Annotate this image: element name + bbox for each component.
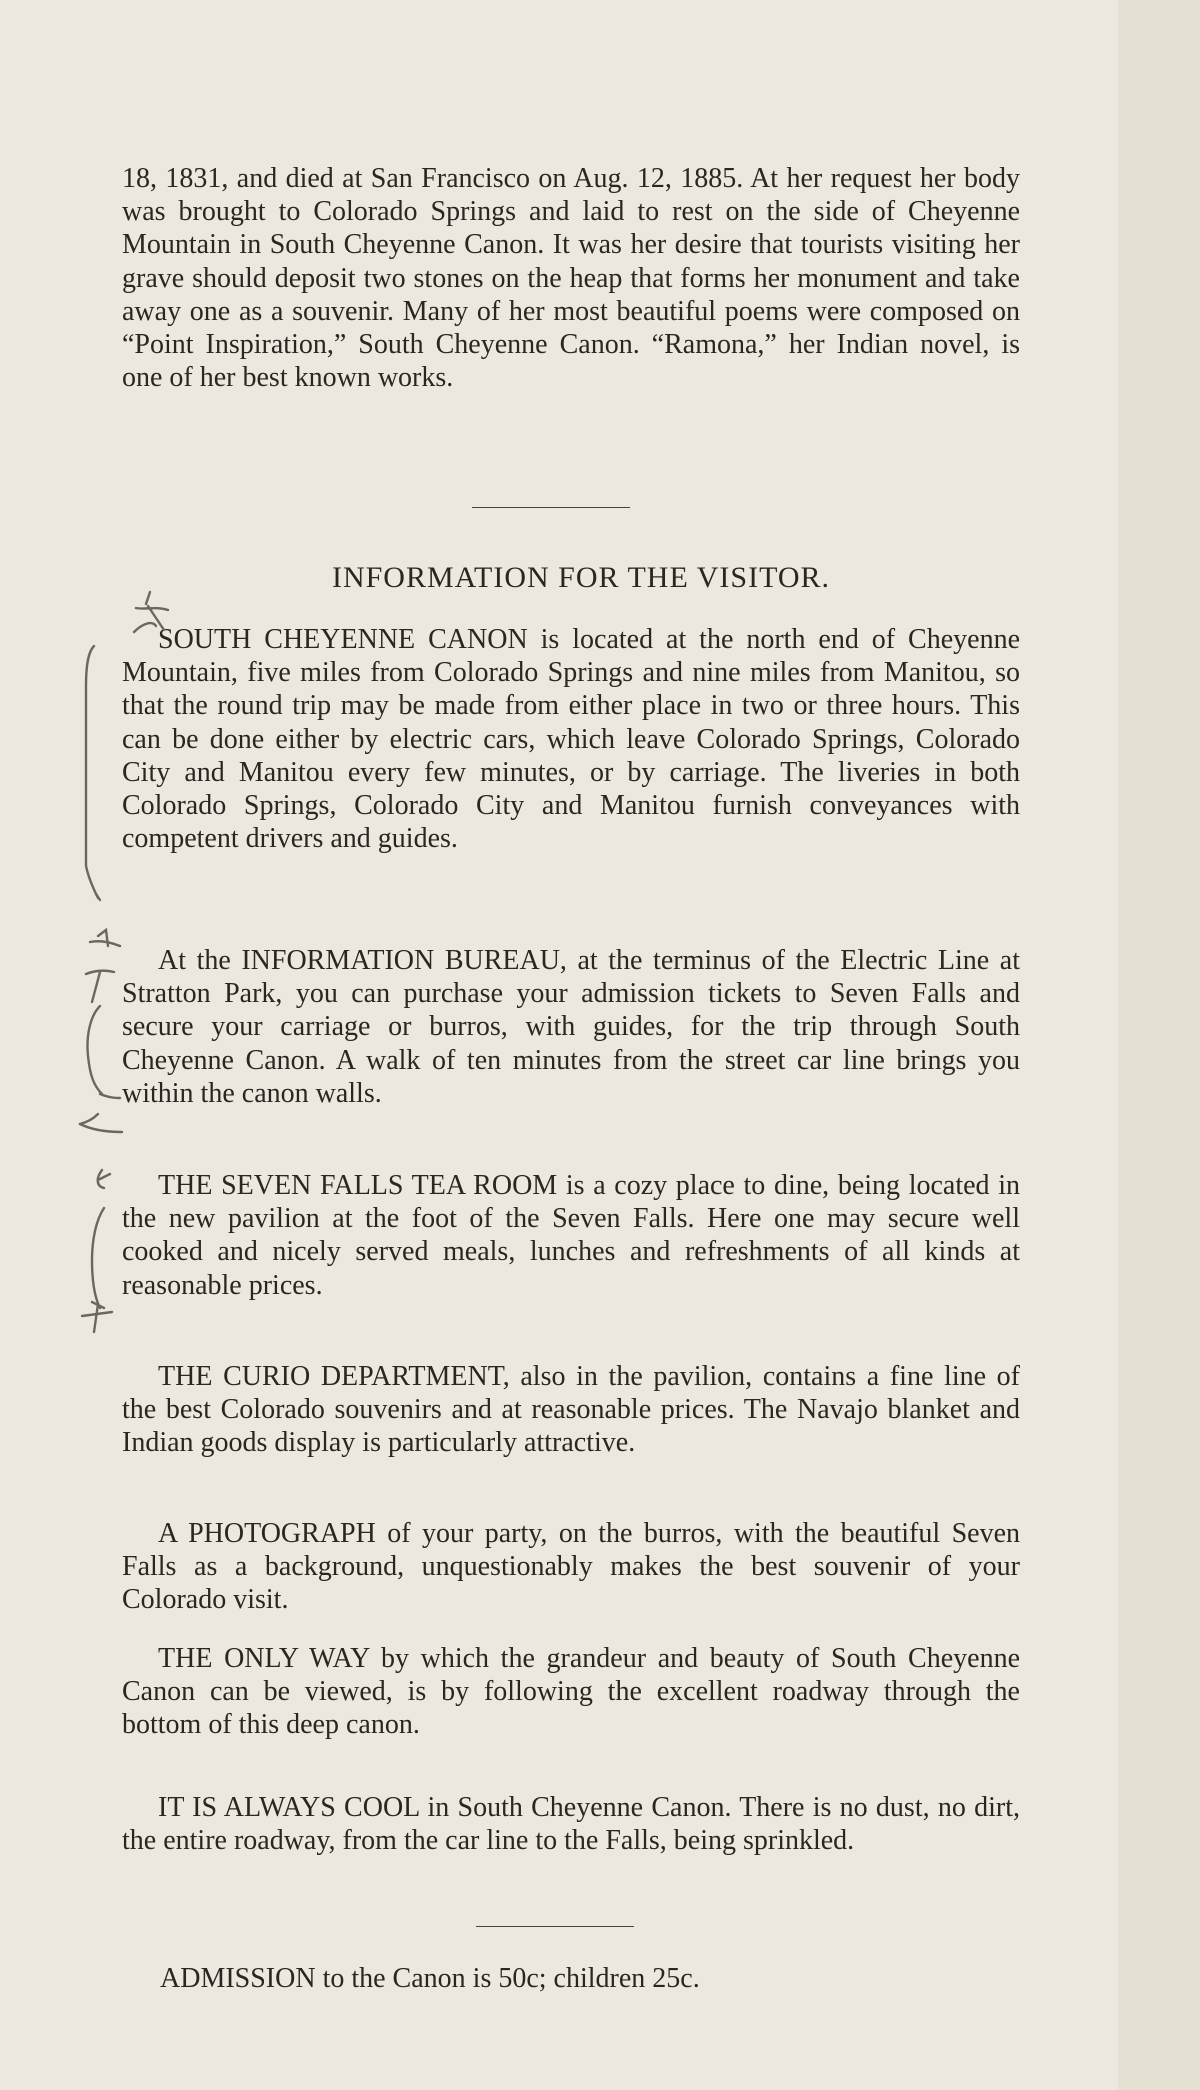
bureau-paragraph — [122, 944, 1020, 1110]
cool-paragraph — [122, 1791, 1020, 1857]
onlyway-paragraph — [122, 1642, 1020, 1742]
curio-paragraph — [122, 1360, 1020, 1460]
section-divider-top — [472, 507, 630, 508]
admission-line: ADMISSION to the Canon is 50c; children 25c. — [160, 1963, 700, 1994]
location-text: SOUTH CHEYENNE CANON is located at the north end of Cheyenne Mountain, five miles from Colorado Springs and nine miles from Manitou, so that the round trip may be made from either place in two or three hours. This can be done either by electric cars, which leave Colorado Springs, Colorado City and Manitou every few minutes, or by carriage. The liveries in both Colorado Springs, Colorado City and Manitou furnish conveyances with competent drivers and guides. — [122, 624, 1020, 855]
location-paragraph — [122, 623, 1020, 855]
photo-text: A PHOTOGRAPH of your party, on the burros, with the beautiful Seven Falls as a background, unquestionably makes the best souvenir of your Colorado visit. — [122, 1518, 1020, 1616]
bureau-text: At the INFORMATION BUREAU, at the terminus of the Electric Line at Stratton Park, you can purchase your admission tickets to Seven Falls and secure your carriage or burros, with guides, for the trip through South Cheyenne Canon. A walk of ten minutes from the street car line brings you within the canon walls. — [122, 945, 1020, 1109]
curio-text: THE CURIO DEPARTMENT, also in the pavilion, contains a fine line of the best Colorado souvenirs and at reasonable prices. The Navajo blanket and Indian goods display is particularly attractive. — [122, 1361, 1020, 1459]
tearoom-text: THE SEVEN FALLS TEA ROOM is a cozy place to dine, being located in the new pavilion at the foot of the Seven Falls. Here one may secure well cooked and nicely served meals, lunches and refreshments of all kinds at reasonable prices. — [122, 1170, 1020, 1301]
onlyway-text: THE ONLY WAY by which the grandeur and beauty of South Cheyenne Canon can be viewed, is by following the excellent roadway through the bottom of this deep canon. — [122, 1643, 1020, 1741]
page-edge — [1118, 0, 1200, 2090]
tearoom-paragraph — [122, 1169, 1020, 1302]
cool-text: IT IS ALWAYS COOL in South Cheyenne Canon. There is no dust, no dirt, the entire roadway, from the car line to the Falls, being sprinkled. — [122, 1792, 1020, 1857]
section-divider-bottom — [476, 1926, 634, 1927]
intro-paragraph — [122, 162, 1020, 394]
photo-paragraph — [122, 1517, 1020, 1617]
section-heading: INFORMATION FOR THE VISITOR. — [331, 561, 831, 594]
intro-text: 18, 1831, and died at San Francisco on Aug. 12, 1885. At her request her body was brought to Colorado Springs and laid to rest on the side of Cheyenne Mountain in South Cheyenne Canon. It was her desire that tourists visiting her grave should deposit two stones on the heap that forms her monument and take away one as a souvenir. Many of her most beautiful poems were composed on “Point Inspiration,” South Cheyenne Canon. “Ramona,” her Indian novel, is one of her best known works. — [122, 163, 1020, 394]
